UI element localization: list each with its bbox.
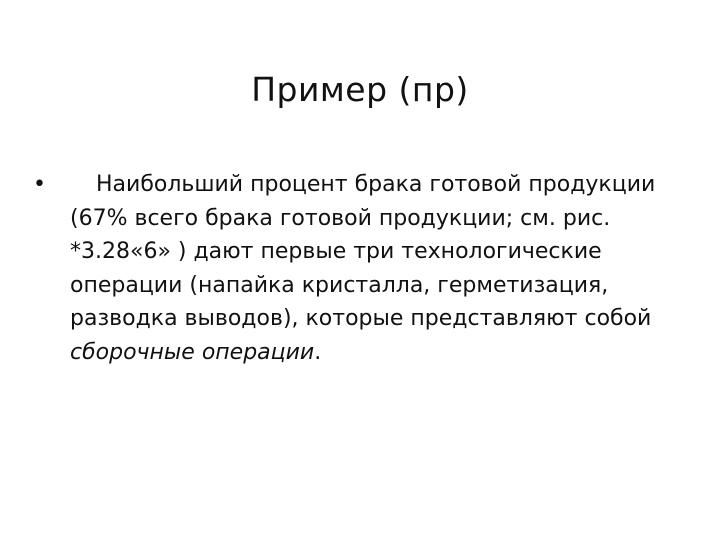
bullet-marker: • (33, 172, 46, 197)
bullet-text-end: . (314, 339, 322, 365)
slide-title: Пример (пр) (251, 70, 469, 109)
bullet-text-main: Наибольший процент брака готовой продукции (67% всего брака готовой продукции; см. рис. *3.28«6» ) дают первые три технологические операции (напайка кристалла, герметизация, разводка выводов), которые представляют собой (70, 172, 656, 331)
bullet-item (33, 168, 693, 369)
bullet-text-emphasis: сборочные операции (70, 339, 315, 365)
bullet-list (33, 168, 693, 369)
